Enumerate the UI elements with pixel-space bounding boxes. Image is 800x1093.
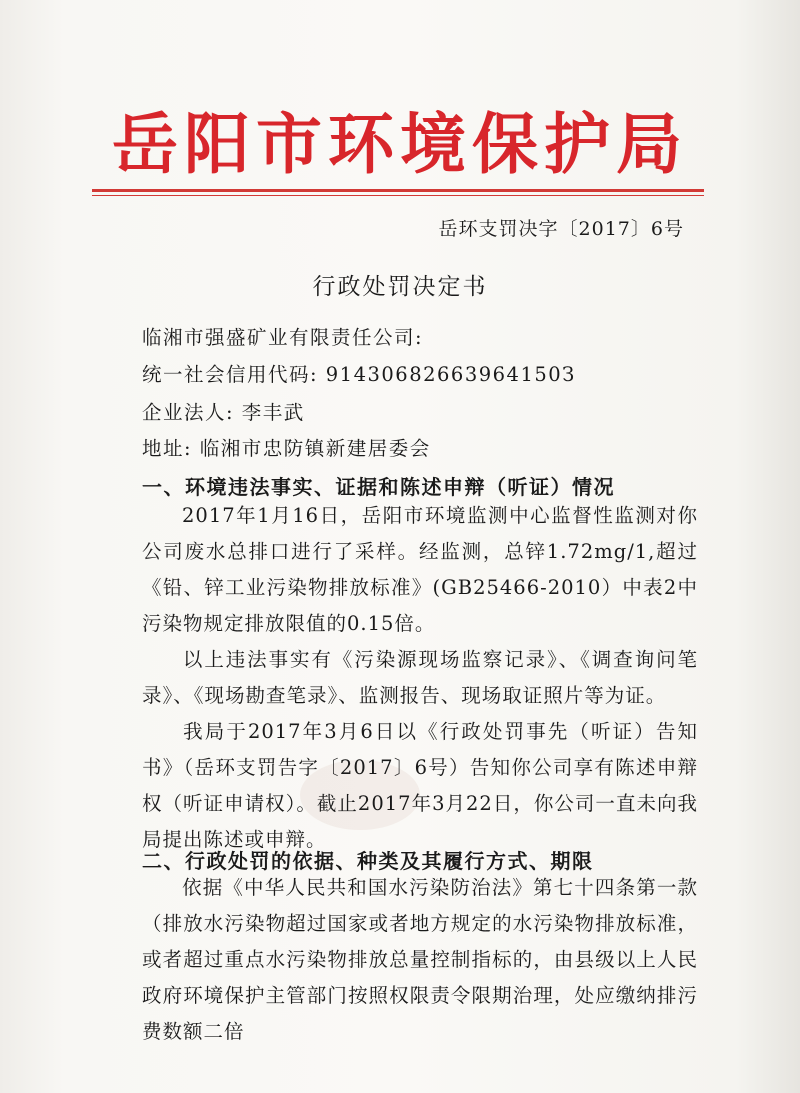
header-rule-thin	[92, 195, 704, 196]
recipient-address: 地址: 临湘市忠防镇新建居委会	[142, 437, 431, 460]
section-2-paragraph-1	[142, 870, 698, 1050]
section-1-paragraph-2-text: 以上违法事实有《污染源现场监察记录》、《调查询问笔录》、《现场勘查笔录》、监测报告、现场取证照片等为证。	[142, 648, 698, 707]
agency-title: 岳阳市环境保护局	[112, 106, 688, 183]
section-1-paragraph-1	[142, 498, 698, 642]
section-2-heading: 二、行政处罚的依据、种类及其履行方式、期限	[142, 849, 594, 873]
section-1-paragraph-2	[142, 642, 698, 714]
section-1-heading: 一、环境违法事实、证据和陈述申辩（听证）情况	[142, 475, 615, 499]
recipient-company: 临湘市强盛矿业有限责任公司:	[142, 326, 424, 349]
section-1-paragraph-3-text: 我局于2017年3月6日以《行政处罚事先（听证）告知书》（岳环支罚告字〔2017〕6号）告知你公司享有陈述申辩权（听证申请权）。截止2017年3月22日，你公司一直未向我局提出陈述或申辩。	[142, 720, 698, 851]
document-title: 行政处罚决定书	[312, 274, 488, 300]
recipient-legal-person: 企业法人: 李丰武	[142, 401, 305, 424]
header-rule-thick	[92, 189, 704, 192]
recipient-credit-code: 统一社会信用代码: 91430682663964150З	[142, 363, 576, 386]
section-2-paragraph-1-text: 依据《中华人民共和国水污染防治法》第七十四条第一款（排放水污染物超过国家或者地方规定的水污染物排放标准，或者超过重点水污染物排放总量控制指标的，由县级以上人民政府环境保护主管部门按照权限责令限期治理，处应缴纳排污费数额二倍	[142, 876, 698, 1043]
section-1-paragraph-1-text: 2017年1月16日，岳阳市环境监测中心监督性监测对你公司废水总排口进行了采样。经监测，总锌1.72mg/1,超过《铅、锌工业污染物排放标准》(GB25466-2010）中表2中污染物规定排放限值的0.15倍。	[142, 504, 698, 635]
section-1-paragraph-3	[142, 714, 698, 858]
document-number: 岳环支罚决字〔2017〕6号	[438, 218, 684, 240]
